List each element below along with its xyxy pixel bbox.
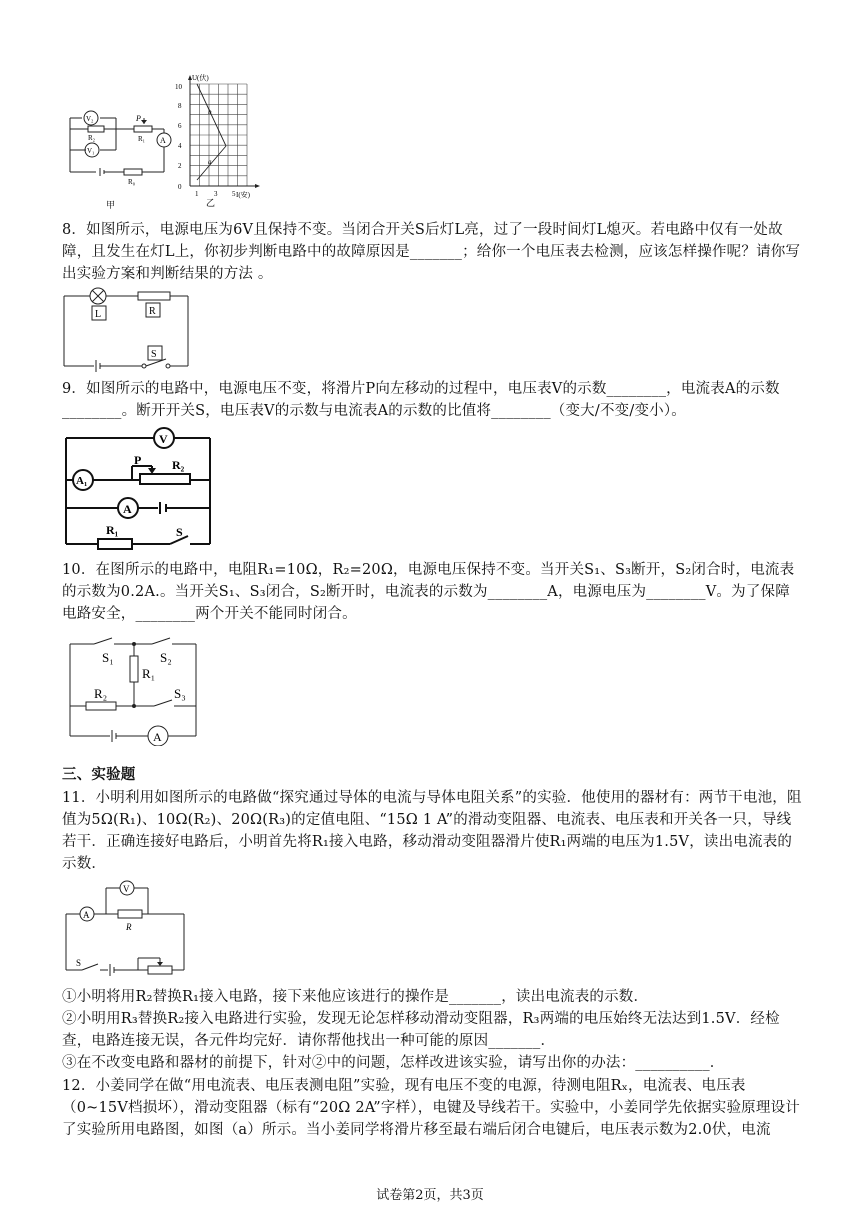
r1-label: R₁ <box>138 135 146 143</box>
question-8: 8．如图所示，电源电压为6V且保持不变。当闭合开关S后灯L亮，过了一段时间灯L熄灭。若电路中仅有一处故障，且发生在灯L上，你初步判断电路中的故障原因是_______；给你一个电压表去检测，应该怎样操作呢？请你写出实验方案和判断结果的方法 。 <box>62 222 801 282</box>
x-tick-3: 3 <box>214 190 218 198</box>
ammeter-label: A <box>83 910 90 920</box>
r1-label: R₁ <box>142 666 156 681</box>
p-label: P <box>136 114 141 123</box>
y-tick-8: 8 <box>178 102 182 110</box>
v2-label: V₂ <box>86 115 94 123</box>
question-11-item-2: ②小明用R₃替换R₂接入电路进行实验，发现无论怎样移动滑动变阻器，R₃两端的电压始终无法达到1.5V．经检查，电路连接无误，各元件均完好．请你帮他找出一种可能的原因_______． <box>62 1011 780 1049</box>
ammeter-label: A <box>153 730 162 744</box>
slider-p-label: P <box>134 453 142 467</box>
switch-s-label: S <box>76 958 82 968</box>
page-footer: 试卷第2页，共3页 <box>376 1188 484 1203</box>
lamp-label: L <box>95 309 102 320</box>
x-tick-1: 1 <box>195 190 199 198</box>
resistor-label: R <box>149 306 156 317</box>
switch-label: S <box>151 349 157 360</box>
v1-label: V₁ <box>87 147 95 155</box>
question-9: 9．如图所示的电路中，电源电压不变，将滑片P向左移动的过程中，电压表V的示数________，电流表A的示数________。断开开关S，电压表V的示数与电流表A的示数的比值将________（变大/不变/变小）。 <box>62 381 780 419</box>
s3-label: S₃ <box>174 686 186 701</box>
caption-jia: 甲 <box>106 200 116 210</box>
x-axis-label: I(安) <box>236 191 250 199</box>
switch-s-label: S <box>176 525 183 539</box>
q10-circuit-figure <box>64 636 204 746</box>
y-tick-10: 10 <box>175 83 182 91</box>
r2-label: R₂ <box>94 686 108 701</box>
voltmeter-label: V <box>159 432 168 446</box>
q7-graph-figure <box>170 72 270 208</box>
line-a-label: a <box>208 158 212 166</box>
section-heading: 三、实验题 <box>62 767 136 783</box>
s2-label: S₂ <box>160 650 172 665</box>
question-11-item-3: ③在不改变电路和器材的前提下，针对②中的问题，怎样改进该实验，请写出你的办法：__________． <box>62 1055 725 1071</box>
question-12: 12．小姜同学在做“用电流表、电压表测电阻”实验，现有电压不变的电源，待测电阻Rₓ，电流表、电压表（0~15V档损坏），滑动变阻器（标有“20Ω 2A”字样），电键及导线若干。实验中，小姜同学先依据实验原理设计了实验所用电路图，如图（a）所示。当小姜同学将滑片移至最右端后闭合电键后，电压表示数为2.0伏，电流 <box>62 1078 800 1138</box>
line-b-label: b <box>208 108 212 116</box>
r2-label: R₂ <box>88 134 96 142</box>
x-tick-5: 5 <box>232 190 236 198</box>
y-tick-0: 0 <box>178 183 182 191</box>
q9-circuit-figure <box>62 424 214 554</box>
r1-label: R₁ <box>106 523 119 537</box>
y-tick-4: 4 <box>178 142 182 150</box>
question-11-item-1: ①小明将用R₂替换R₁接入电路，接下来他应该进行的操作是_______，读出电流表的示数． <box>62 989 649 1005</box>
s1-label: S₁ <box>102 650 114 665</box>
caption-yi: 乙 <box>206 198 216 208</box>
ammeter-a1-label: A₁ <box>76 475 88 487</box>
y-tick-6: 6 <box>178 122 182 130</box>
q11-circuit-figure <box>62 878 192 978</box>
question-11: 11．小明利用如图所示的电路做“探究通过导体的电流与导体电阻关系”的实验．他使用的器材有：两节干电池，阻值为5Ω(R₁)、10Ω(R₂)、20Ω(R₃)的定值电阻、“15Ω 1 A”的滑动变阻器、电流表、电压表和开关各一只，导线若干．正确连接好电路后，小明首先将R₁接入电路，移动滑动变阻器滑片使R₁两端的电压为1.5V，读出电流表的示数． <box>62 790 802 872</box>
voltmeter-label: V <box>123 884 130 894</box>
r0-label: R₀ <box>128 178 136 186</box>
y-axis-label: U(伏) <box>192 74 209 82</box>
ammeter-a-label: A <box>123 502 132 516</box>
ammeter-label: A <box>160 136 166 145</box>
question-10: 10．在图所示的电路中，电阻R₁=10Ω，R₂=20Ω，电源电压保持不变。当开关S₁、S₃断开，S₂闭合时，电流表的示数为0.2A.。当开关S₁、S₃闭合，S₂断开时，电流表的示数为________A，电源电压为________V。为了保障电路安全，________两个开关不能同时闭合。 <box>62 562 795 622</box>
resistor-r-label: R <box>126 922 132 932</box>
y-tick-2: 2 <box>178 162 182 170</box>
r2-label: R₂ <box>172 458 185 472</box>
q8-circuit-figure <box>62 286 192 376</box>
